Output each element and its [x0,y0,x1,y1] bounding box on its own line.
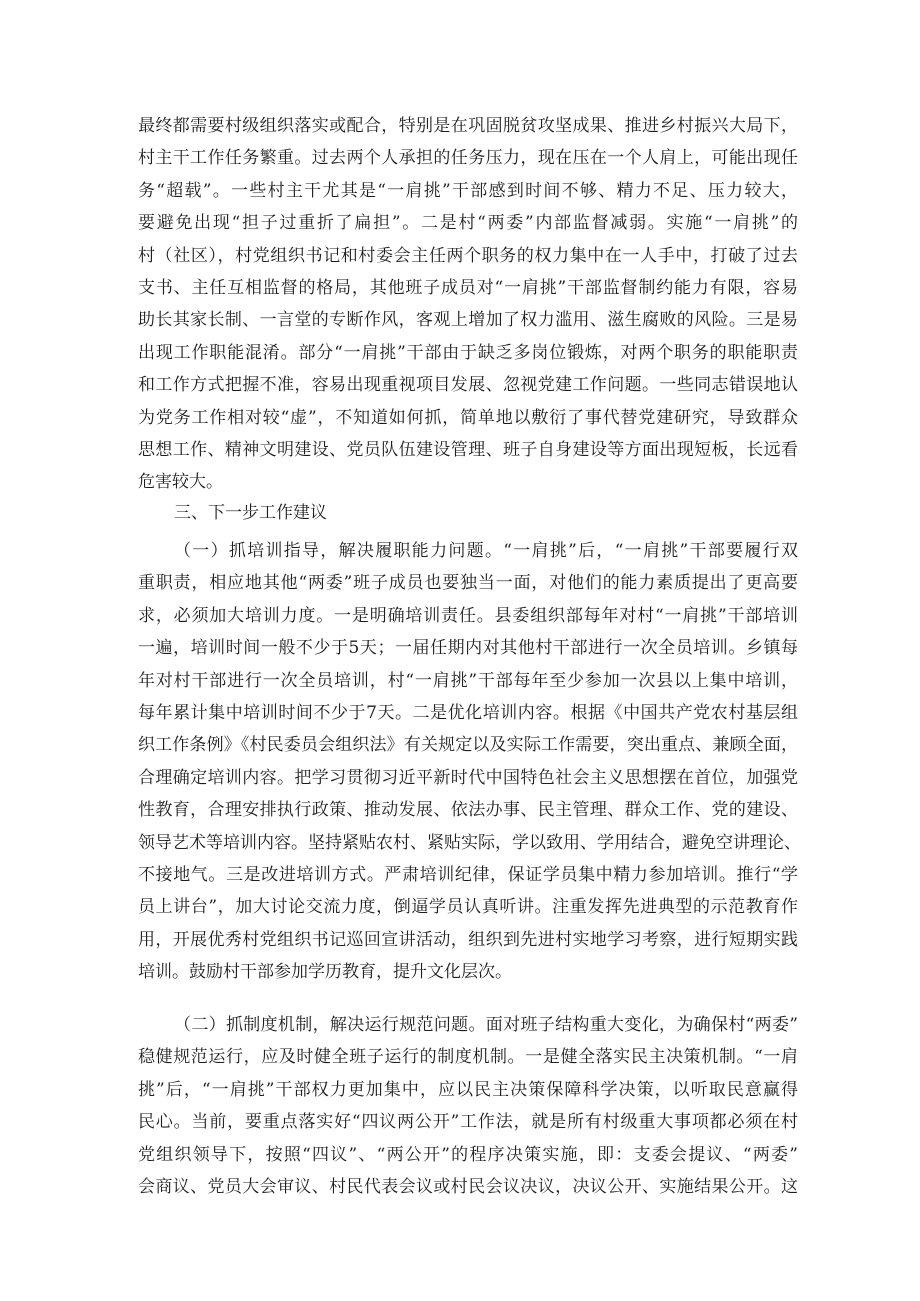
text-line: 年对村干部进行一次全员培训，村“一肩挑”干部每年至少参加一次县以上集中培训， [138,670,798,691]
section-heading [138,497,798,529]
paragraph-problems-continued [138,110,798,499]
text-line: 员上讲台”，加大讨论交流力度，倒逼学员认真听讲。注重发挥先进典型的示范教育作 [138,897,798,918]
text-line: 织工作条例》《村民委员会组织法》有关规定以及实际工作需要，突出重点、兼顾全面， [138,735,798,756]
text-line: 求，必须加大培训力度。一是明确培训责任。县委组织部每年对村“一肩挑”干部培训 [138,605,798,626]
text-line: 和工作方式把握不准，容易出现重视项目发展、忽视党建工作问题。一些同志错误地认 [138,375,798,396]
text-line: 务“超载”。一些村主干尤其是“一肩挑”干部感到时间不够、精力不足、压力较大， [138,180,798,201]
text-line: 要避免出现“担子过重折了扁担”。二是村“两委”内部监督减弱。实施“一肩挑”的 [138,213,798,234]
text-line: （一）抓培训指导，解决履职能力问题。“一肩挑”后，“一肩挑”干部要履行双 [174,541,798,561]
text-line: 最终都需要村级组织落实或配合，特别是在巩固脱贫攻坚成果、推进乡村振兴大局下， [138,116,798,136]
text-line: 危害较大。 [138,472,223,493]
text-line: 合理确定培训内容。把学习贯彻习近平新时代中国特色社会主义思想摆在首位，加强党 [138,767,798,788]
text-line: 民心。当前，要重点落实好“四议两公开”工作法，就是所有村级重大事项都必须在村 [138,1112,798,1133]
text-line: 支书、主任互相监督的格局，其他班子成员对“一肩挑”干部监督制约能力有限，容易 [138,277,798,298]
text-line: 出现工作职能混淆。部分“一肩挑”干部由于缺乏多岗位锻炼，对两个职务的职能职责 [138,342,798,363]
text-line: 思想工作、精神文明建设、党员队伍建设管理、班子自身建设等方面出现短板，长远看 [138,439,798,460]
paragraph-institutions [138,1009,798,1203]
text-line: 不接地气。三是改进培训方式。严肃培训纪律，保证学员集中精力参加培训。推行“学 [138,864,798,885]
text-line: 党组织领导下，按照“四议”、“两公开”的程序决策实施，即：支委会提议、“两委” [138,1144,798,1165]
paragraph-training [138,535,801,988]
text-line: 性教育，合理安排执行政策、推动发展、依法办事、民主管理、群众工作、党的建设、 [138,800,798,821]
text-line: 每年累计集中培训时间不少于7天。二是优化培训内容。根据《中国共产党农村基层组 [138,702,798,723]
text-line: 稳健规范运行，应及时健全班子运行的制度机制。一是健全落实民主决策机制。“一肩 [138,1047,798,1068]
text-line: 重职责，相应地其他“两委”班子成员也要独当一面，对他们的能力素质提出了更高要 [138,573,798,594]
text-line: 培训。鼓励村干部参加学历教育，提升文化层次。 [138,962,512,983]
text-line: 村主干工作任务繁重。过去两个人承担的任务压力，现在压在一个人肩上，可能出现任 [138,148,798,169]
text-line: （二）抓制度机制，解决运行规范问题。面对班子结构重大变化，为确保村“两委” [174,1015,798,1035]
text-line: 挑”后，“一肩挑”干部权力更加集中，应以民主决策保障科学决策，以听取民意赢得 [138,1079,798,1100]
text-line: 助长其家长制、一言堂的专断作风，客观上增加了权力滥用、滋生腐败的风险。三是易 [138,310,798,331]
text-line: 用，开展优秀村党组织书记巡回宣讲活动，组织到先进村实地学习考察，进行短期实践 [138,929,798,950]
text-line: 一遍，培训时间一般不少于5天；一届任期内对其他村干部进行一次全员培训。乡镇每 [138,638,798,659]
section-title: 三、下一步工作建议 [174,503,327,523]
text-line: 为党务工作相对较“虚”，不知道如何抓，简单地以敷衍了事代替党建研究，导致群众 [138,407,798,428]
text-line: 村（社区），村党组织书记和村委会主任两个职务的权力集中在一人手中，打破了过去 [138,245,798,266]
text-line: 领导艺术等培训内容。坚持紧贴农村、紧贴实际，学以致用、学用结合，避免空讲理论、 [138,832,801,853]
text-line: 会商议、党员大会审议、村民代表会议或村民会议决议，决议公开、实施结果公开。这 [138,1176,798,1197]
